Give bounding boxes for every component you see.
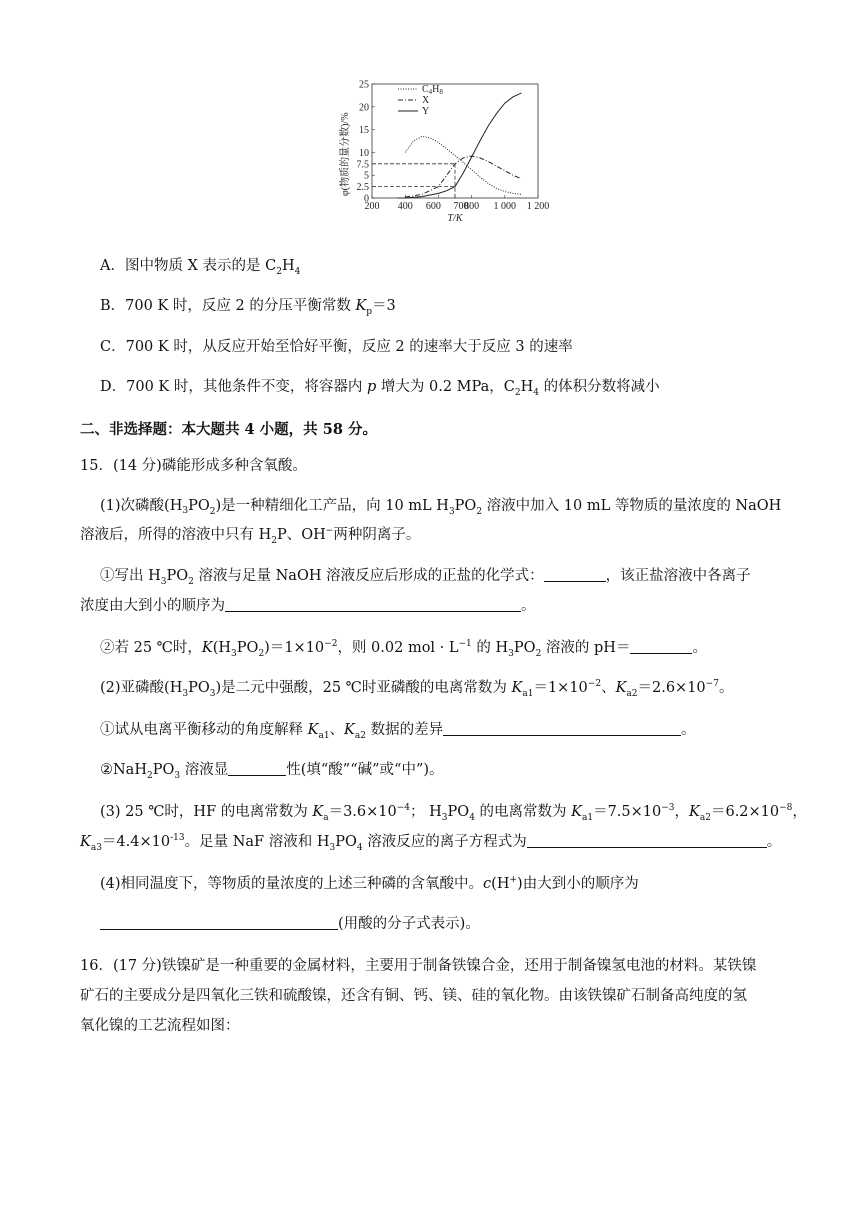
chart-axes [357, 80, 550, 225]
t: 数据的差异 [365, 722, 444, 738]
t: (4)相同温度下，等物质的量浓度的上述三种磷的含氧酸中。 [100, 876, 484, 892]
sub: 3 [508, 648, 514, 659]
q15-2-i [100, 720, 800, 740]
t: 。足量 NaF 溶液和 H [184, 834, 330, 850]
t: (用酸的分子式表示)。 [338, 916, 480, 932]
t: PO [188, 680, 210, 696]
t: PO [447, 804, 470, 820]
sub: 2 [146, 770, 153, 781]
sub: 2 [271, 535, 277, 546]
sub: p [366, 306, 373, 317]
k-symbol: K [615, 680, 627, 696]
series-line-c4h8 [405, 136, 521, 194]
sup: −3 [661, 803, 675, 814]
t: 、 [329, 722, 345, 738]
sub: 3 [182, 688, 189, 699]
t: ＝7.5×10 [593, 804, 662, 820]
sub: 3 [441, 812, 448, 823]
answer-blank[interactable] [630, 639, 692, 654]
t: ＝4.4×10 [101, 834, 171, 850]
t: ； H [410, 804, 442, 820]
y-tick-label: 5 [364, 170, 369, 182]
sup: −2 [324, 639, 338, 650]
y-tick-label: 15 [359, 125, 369, 137]
sub: a1 [318, 730, 330, 741]
t: (H [491, 876, 510, 892]
t: ，该正盐溶液中各离子 [605, 568, 751, 584]
q15-1-ii [100, 638, 800, 658]
t: (H [212, 640, 232, 656]
t: ②NaH [100, 762, 147, 778]
x-tick-label: 1 200 [526, 201, 550, 212]
sub: 4 [356, 842, 363, 853]
sub: 4 [294, 266, 301, 277]
t: 溶液与足量 NaOH 溶液反应后形成的正盐的化学式： [193, 568, 544, 584]
x-tick-label: 800 [464, 201, 480, 212]
k-symbol: K [511, 680, 523, 696]
legend-label-part: H [432, 84, 440, 95]
plot-frame [372, 84, 538, 198]
sub: 3 [174, 770, 181, 781]
option-d [100, 377, 800, 397]
sub: 2 [276, 266, 282, 277]
q15-4-line2 [100, 914, 800, 934]
option-a [100, 256, 800, 276]
y-tick-label: 0 [364, 193, 369, 205]
sup: + [509, 875, 518, 886]
t: PO [166, 568, 189, 584]
t: ＝3.6×10 [328, 804, 397, 820]
t: PO [454, 498, 477, 514]
x-tick-label: 600 [425, 201, 441, 212]
y-tick-label: 25 [359, 79, 369, 91]
option-b-text: B．700 K 时，反应 2 的分压平衡常数 [100, 298, 356, 314]
t: 。 [692, 640, 707, 656]
k-symbol: K [80, 834, 91, 850]
q15-2-ii [100, 760, 800, 780]
q16-line1: 16．(17 分)铁镍矿是一种重要的金属材料，主要用于制备铁镍合金，还用于制备镍氢电池的材料。某铁镍 [80, 958, 757, 974]
option-d-text: D．700 K 时，其他条件不变，将容器内 [100, 379, 367, 395]
q15-3-line2 [80, 832, 780, 852]
sub: 3 [231, 648, 237, 659]
k-symbol: K [344, 722, 355, 738]
sub: 3 [448, 506, 455, 517]
sup: -13 [170, 833, 185, 844]
t: 。 [766, 834, 782, 850]
answer-blank[interactable] [100, 915, 338, 930]
t: 的 H [471, 640, 509, 656]
kp-symbol: K [355, 298, 367, 314]
chart-ylabel: φ(物质的量分数)/% [340, 112, 351, 196]
t: 溶液的 pH＝ [541, 640, 631, 656]
t: ②若 25 ℃时， [100, 640, 202, 656]
t: PO [513, 640, 536, 656]
k-symbol: K [689, 804, 700, 820]
chart-legend [398, 84, 443, 117]
sub: a2 [354, 730, 366, 741]
answer-blank[interactable] [225, 597, 521, 612]
t: ， [792, 804, 807, 820]
sup: −8 [779, 803, 793, 814]
t: PO [236, 640, 259, 656]
option-c [100, 337, 800, 357]
chart-series [397, 93, 522, 198]
q15-1-line1 [100, 496, 800, 521]
t: P、OH [277, 527, 326, 543]
option-c-text: C．700 K 时，从反应开始至恰好平衡，反应 2 的速率大于反应 3 的速率 [100, 339, 573, 355]
sub: a [323, 812, 329, 823]
y-tick-label: 7.5 [356, 159, 369, 171]
q16-line3: 氧化镍的工艺流程如图： [80, 1018, 240, 1034]
answer-blank[interactable] [527, 833, 767, 848]
legend-label-part: 8 [439, 88, 443, 96]
sub: 2 [476, 506, 483, 517]
x-tick-label: 200 [364, 201, 380, 212]
k-symbol: K [307, 722, 319, 738]
y-tick-label: 10 [359, 147, 369, 159]
q15-1-i-line2 [80, 596, 780, 616]
sup: −2 [587, 679, 602, 690]
t: 溶液后，所得的溶液中只有 H [80, 527, 272, 543]
sub: a1 [581, 812, 594, 823]
x-tick-label: 700 [453, 201, 469, 212]
t: 溶液反应的离子方程式为 [362, 834, 527, 850]
t: ， [674, 804, 690, 820]
t: 性(填“酸”“碱”或“中”)。 [286, 762, 444, 778]
sub: a3 [90, 842, 102, 853]
answer-blank[interactable] [443, 721, 681, 736]
sub: 2 [209, 506, 216, 517]
q16-line2: 矿石的主要成分是四氧化三铁和硫酸镍，还含有铜、钙、镁、硅的氧化物。由该铁镍矿石制备高纯度的氢 [80, 988, 747, 1004]
option-b-value: ＝3 [372, 298, 396, 314]
q15-2 [100, 678, 800, 698]
sub: 2 [258, 648, 265, 659]
legend-label-part: C [422, 84, 429, 95]
q15-1-line2 [80, 525, 780, 545]
k-symbol: K [201, 640, 213, 656]
t: 两种阴离子。 [333, 527, 421, 543]
c-symbol: c [483, 876, 492, 892]
option-d-text2: 增大为 0.2 MPa，C [376, 379, 515, 395]
option-a-text: A．图中物质 X 表示的是 C [100, 258, 277, 274]
x-tick-label: 1 000 [493, 201, 517, 212]
t: (3) 25 ℃时，HF 的电离常数为 [100, 804, 313, 820]
option-d-text3: 的体积分数将减小 [538, 379, 660, 395]
t: 。 [521, 598, 536, 614]
section-heading: 二、非选择题：本大题共 4 小题，共 58 分。 [80, 421, 377, 438]
option-b [100, 296, 800, 316]
t: (2)亚磷酸(H [100, 680, 183, 696]
t: 、 [601, 680, 616, 696]
answer-blank[interactable] [544, 567, 606, 582]
q15-3-line1 [100, 802, 807, 823]
series-line-y [397, 93, 522, 198]
k-symbol: K [312, 804, 324, 820]
sub: a2 [626, 688, 638, 699]
legend-label: X [422, 95, 430, 106]
y-tick-label: 20 [359, 102, 369, 114]
t: )是二元中强酸，25 ℃时亚磷酸的电离常数为 [215, 680, 512, 696]
t: 。 [718, 680, 734, 696]
p-symbol: p [366, 379, 377, 395]
t: )＝1×10 [264, 640, 325, 656]
sub: 3 [209, 688, 216, 699]
sup: − [325, 526, 334, 537]
chart [336, 76, 566, 234]
t: ＝6.2×10 [710, 804, 780, 820]
k-symbol: K [571, 804, 582, 820]
sub: 2 [514, 387, 521, 398]
t: 的电离常数为 [474, 804, 572, 820]
sub: 4 [533, 387, 539, 398]
t: 溶液显 [180, 762, 229, 778]
t: )由大到小的顺序为 [517, 876, 639, 892]
x-tick-label: 400 [397, 201, 413, 212]
q15-title: 15．(14 分)磷能形成多种含氧酸。 [80, 458, 307, 474]
t: 浓度由大到小的顺序为 [80, 598, 225, 614]
q15-4-line1 [100, 874, 800, 894]
q15-1-i-line1 [100, 566, 800, 586]
sup: −1 [458, 639, 472, 650]
t: )是一种精细化工产品，向 10 mL H [215, 498, 449, 514]
y-tick-label: 2.5 [356, 182, 369, 194]
sub: a2 [699, 812, 711, 823]
t: ①试从电离平衡移动的角度解释 [100, 722, 308, 738]
sub: a1 [522, 688, 534, 699]
t: PO [188, 498, 210, 514]
sub: 4 [469, 812, 475, 823]
h-text: H [281, 258, 295, 274]
legend-label: Y [422, 106, 430, 117]
sup: −7 [705, 679, 719, 690]
sub: 3 [160, 576, 167, 587]
t: 溶液中加入 10 mL 等物质的量浓度的 NaOH [482, 498, 782, 514]
sub: 2 [535, 648, 542, 659]
t: PO [152, 762, 175, 778]
sup: −4 [396, 803, 411, 814]
h-text: H [520, 379, 534, 395]
t: (1)次磷酸(H [100, 498, 183, 514]
answer-blank[interactable] [228, 761, 286, 776]
sub: 2 [188, 576, 194, 587]
x-axis-label: T/K [447, 213, 463, 224]
legend-label-part: 4 [428, 88, 433, 96]
t: ，则 0.02 mol · L [337, 640, 459, 656]
t: 3 [182, 506, 189, 516]
t: PO [335, 834, 357, 850]
t: ①写出 H [100, 568, 161, 584]
t: ＝1×10 [533, 680, 588, 696]
sub: 3 [329, 842, 336, 853]
t: 。 [681, 722, 696, 738]
t: ＝2.6×10 [637, 680, 706, 696]
